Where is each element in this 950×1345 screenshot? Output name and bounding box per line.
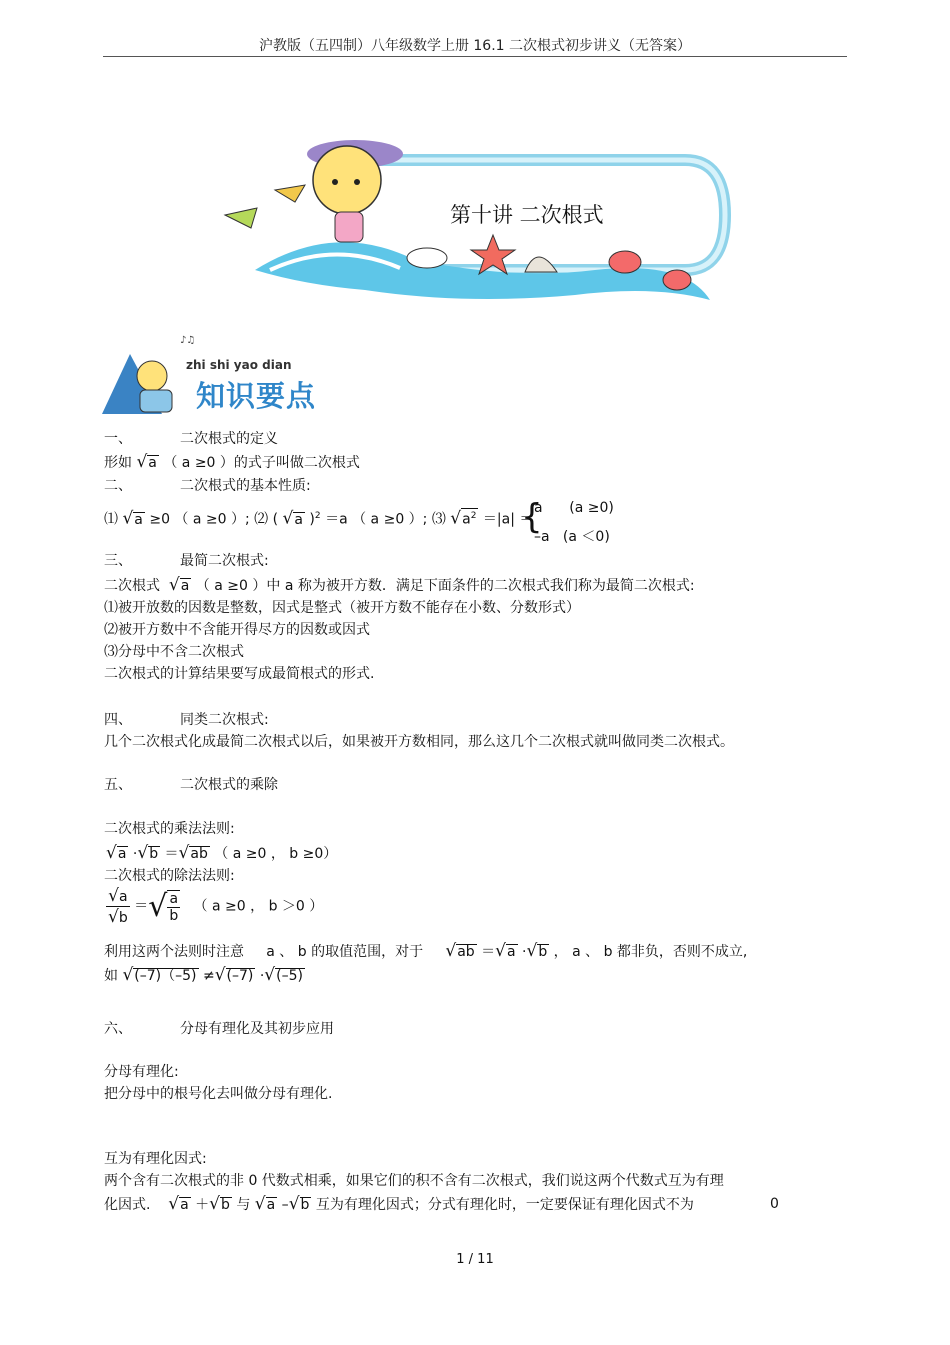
condition-3: ⑶分母中不含二次根式: [104, 644, 244, 660]
piecewise-case-2: –a (a ＜0): [534, 529, 610, 545]
section-6-number: 六、: [104, 1021, 132, 1037]
section-4-heading: [104, 709, 269, 729]
counterexample-line: 如 √(–7)（–5) ≠√(–7) ·√(–5): [104, 965, 303, 985]
condition-note: 二次根式的计算结果要写成最简根式的形式.: [104, 666, 375, 682]
properties-formula: ⑴ √a ≥0 （ a ≥0 ）; ⑵ ( √a )$^2$ ＝a （ a ≥0 ）; ⑶ $√a^2 =|a|$ ＝: [104, 508, 534, 529]
note-line: 利用这两个法则时注意 a 、 b 的取值范围，对于 √ab ＝√a ·√b ， a 、 b 都非负，否则不成立,: [104, 941, 748, 961]
intro-part-b: 中 a 称为被开方数．满足下面条件的二次根式我们称为最简二次根式:: [266, 578, 695, 594]
lesson-title: 第十讲 二次根式: [450, 203, 604, 227]
rationalize-definition: 把分母中的根号化去叫做分母有理化.: [104, 1086, 333, 1102]
badge-pinyin: zhi shi yao dian: [186, 358, 292, 372]
header-rule: [103, 56, 847, 57]
crab-icon: [609, 251, 641, 273]
child-icon: [137, 361, 167, 391]
division-rule-label: 二次根式的除法法则:: [104, 868, 235, 884]
piecewise-case-1: a (a ≥0): [534, 500, 614, 516]
rationalizing-factors-line-1: 两个含有二次根式的非 0 代数式相乘，如果它们的积不含有二次根式，我们说这两个代数式互为有理: [104, 1173, 724, 1189]
example-label: 如: [104, 968, 118, 984]
fish-icon-2: [225, 208, 257, 228]
line2-with: 与: [236, 1197, 251, 1213]
note-part-c: ， a 、 b 都非负，否则不成立,: [553, 944, 748, 960]
fish-icon: [275, 185, 305, 202]
section-3-heading: [104, 550, 269, 570]
intro-part-a: 二次根式: [104, 578, 160, 594]
multiplication-formula: √a ·√b ＝√ab （ a ≥0 ， b ≥0）: [106, 843, 338, 863]
definition-line: 形如 √a （ a ≥0 ）的式子叫做二次根式: [104, 452, 360, 472]
music-note-icon: ♪♫: [180, 335, 196, 346]
condition-2: ⑵被开方数中不含能开得尽方的因数或因式: [104, 622, 370, 638]
section-6-title: 分母有理化及其初步应用: [180, 1021, 334, 1037]
section-1-number: 一、: [104, 431, 132, 447]
page-number: 1 / 11: [456, 1252, 494, 1267]
like-radicals-definition: 几个二次根式化成最简二次根式以后，如果被开方数相同，那么这几个二次根式就叫做同类二次根式。: [104, 734, 734, 750]
note-part-b: a 、 b 的取值范围，对于: [266, 944, 424, 960]
running-header: 沪教版（五四制）八年级数学上册 16.1 二次根式初步讲义（无答案）: [258, 38, 692, 54]
note-part-a: 利用这两个法则时注意: [104, 944, 244, 960]
section-2-number: 二、: [104, 478, 132, 494]
piecewise-brace: {: [521, 497, 543, 537]
section-4-number: 四、: [104, 712, 132, 728]
section-5-heading: [104, 774, 278, 794]
section-5-number: 五、: [104, 777, 132, 793]
line2-part-a: 化因式.: [104, 1197, 151, 1213]
bunny-icon: [407, 248, 447, 268]
line2-zero: 0: [770, 1196, 779, 1212]
section-4-title: 同类二次根式:: [180, 712, 269, 728]
section-3-title: 最简二次根式:: [180, 553, 269, 569]
section-5-title: 二次根式的乘除: [180, 777, 278, 793]
section-1-heading: [104, 428, 278, 448]
section-1-title: 二次根式的定义: [180, 431, 278, 447]
section-3-number: 三、: [104, 553, 132, 569]
rationalizing-factors-line-2: 化因式. √a ＋√b 与 √a –√b 互为有理化因式；分式有理化时，一定要保证有理化因式不为: [104, 1194, 694, 1214]
division-formula: $\frac{√a}{√b}$ ＝√ $\frac{a}{b}$ （ a ≥0 ， b ＞0 ）: [108, 886, 324, 927]
condition-1: ⑴被开放数的因数是整数，因式是整式（被开方数不能存在小数、分数形式）: [104, 600, 580, 616]
crab-icon-2: [663, 270, 691, 290]
badge-label: 知识要点: [196, 379, 317, 413]
line2-part-b: 互为有理化因式；分式有理化时，一定要保证有理化因式不为: [315, 1197, 694, 1213]
girl-face-icon: [313, 146, 381, 214]
rationalizing-factors-label: 互为有理化因式:: [104, 1151, 207, 1167]
rationalize-label: 分母有理化:: [104, 1064, 179, 1080]
multiplication-rule-label: 二次根式的乘法法则:: [104, 821, 235, 837]
section-6-heading: [104, 1018, 334, 1038]
section-2-heading: [104, 475, 311, 495]
simplest-radical-intro: 二次根式 √a （ a ≥0 ）中 a 称为被开方数．满足下面条件的二次根式我们称为最简二次根式:: [104, 575, 695, 595]
definition-text: 形如: [104, 455, 132, 471]
section-2-title: 二次根式的基本性质:: [180, 478, 311, 494]
